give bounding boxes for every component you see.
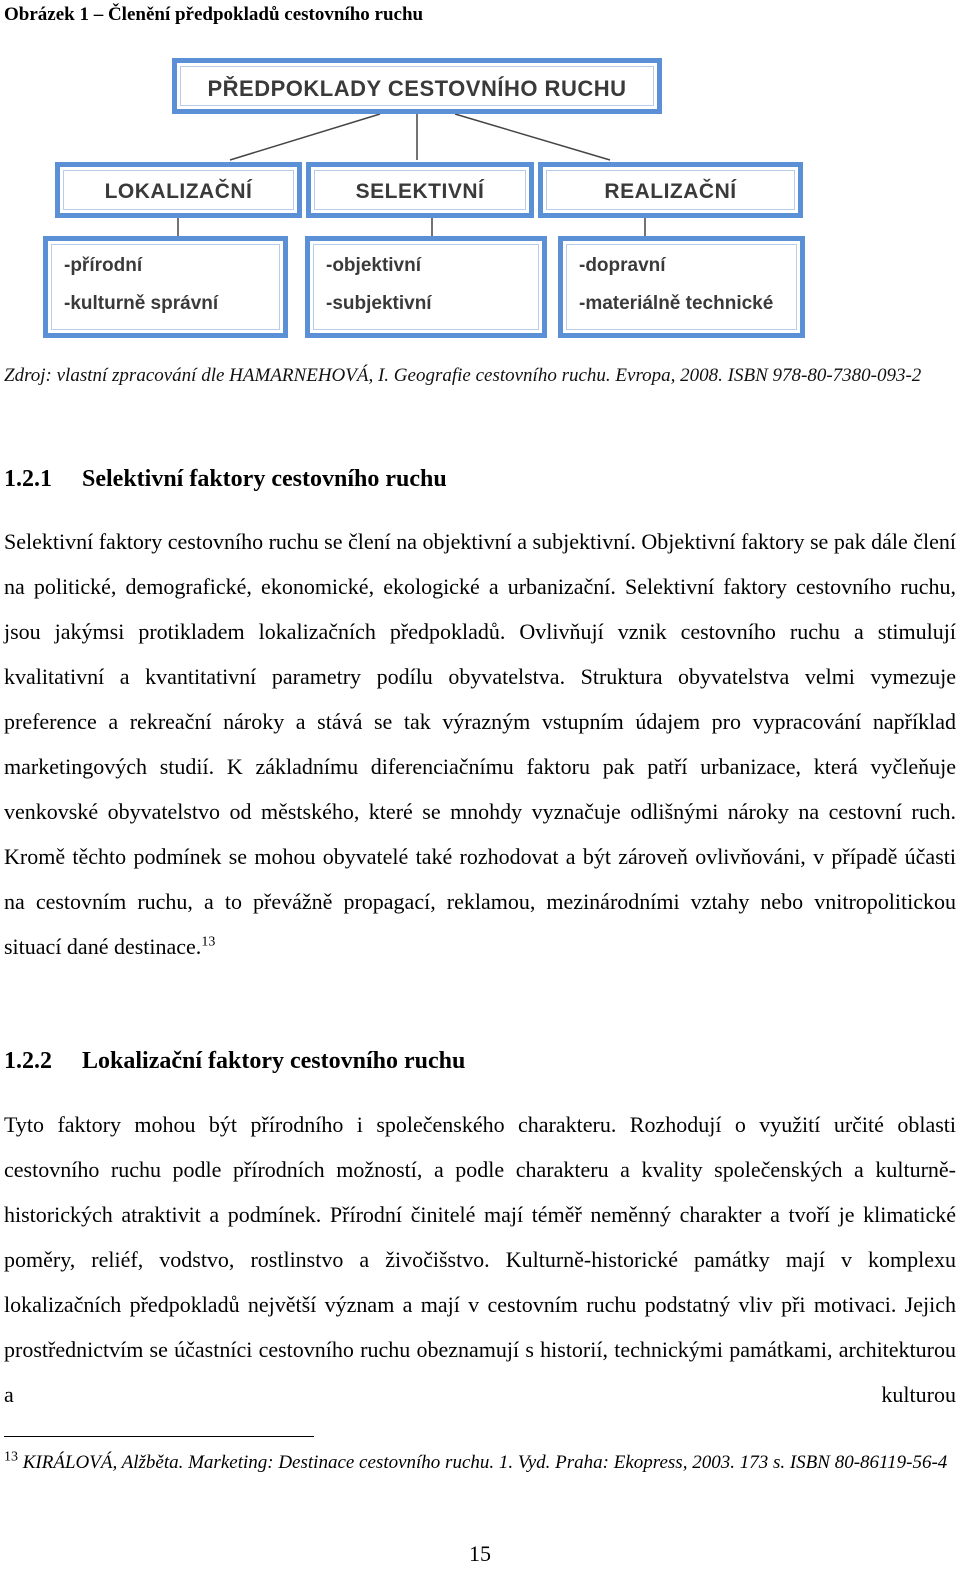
footnote-text: KIRÁLOVÁ, Alžběta. Marketing: Destinace cestovního ruchu. 1. Vyd. Praha: Ekopress, 2003. 173 s. ISBN 80-86119-56-4 [22,1452,948,1473]
root-node-label: PŘEDPOKLADY CESTOVNÍHO RUCHU [207,76,627,101]
item-label: -kulturně správní [64,293,219,314]
section-1-2-2-paragraph: Tyto faktory mohou být přírodního i společenského charakteru. Rozhodují o využití určité oblasti cestovního ruchu podle přírodních možností, a podle charakteru a kvality společenských a kulturně-historických atraktivit a podmínek. Přírodní činitelé mají téměř neměnný charakter a tvoří je klimatické poměry, reliéf, vodstvo, rostlinstvo a živočišstvo. Kulturně-historické památky mají v komplexu lokalizačních předpokladů největší význam a mají v cestovním ruchu podstatný vliv při motivaci. Jejich prostřednictvím se účastníci cestovního ruchu obeznamují s historií, technickými památkami, architekturou a kulturou [4,1112,956,1407]
category-node-lokalizacni [55,162,302,218]
items-node-lokalizacni [43,236,288,338]
root-node [172,58,662,114]
item-label: -přírodní [64,255,143,276]
connector-root-realizacni [455,114,610,160]
item-label: -dopravní [579,255,666,276]
category-node-realizacni [538,162,803,218]
section-title: Lokalizační faktory cestovního ruchu [82,1048,466,1074]
section-1-2-1-paragraph [4,519,956,969]
figure-source: Zdroj: vlastní zpracování dle HAMARNEHOVÁ, I. Geografie cestovního ruchu. Evropa, 2008. ISBN 978-80-7380-093-2 [4,365,922,386]
connector-root-lokalizacni [230,114,380,160]
items-node-realizacni [558,236,805,338]
category-label: LOKALIZAČNÍ [104,180,253,203]
item-label: -subjektivní [326,293,432,314]
paragraph-text: Selektivní faktory cestovního ruchu se člení na objektivní a subjektivní. Objektivní faktory se pak dále člení na politické, demografické, ekonomické, ekologické a urbanizační. Selektivní faktory cestovního ruchu, jsou jakýmsi protikladem lokalizačních předpokladů. Ovlivňují vznik cestovního ruchu a stimulují kvalitativní a kvantitativní parametry podílu obyvatelstva. Struktura obyvatelstva velmi vymezuje preference a rekreační nároky a stává se tak výrazným vstupním údajem pro vypracování například marketingových studií. K základnímu diferenciačnímu faktoru pak patří urbanizace, která vyčleňuje venkovské obyvatelstvo od městského, které se mnohdy vyznačuje odlišnými nároky na cestovní ruch. Kromě těchto podmínek se mohou obyvatelé také rozhodovat a být zároveň ovlivňováni, v případě účasti na cestovním ruchu, a to převážně propagací, reklamou, mezinárodními vztahy nebo vnitropolitickou situací dané destinace. [4,529,956,959]
page-number: 15 [469,1541,491,1566]
section-heading-1-2-1 [4,466,447,493]
footnote-divider [4,1436,314,1437]
category-node-selektivni [306,162,534,218]
section-number: 1.2.2 [4,1048,52,1074]
item-label: -objektivní [326,255,422,276]
section-number: 1.2.1 [4,466,52,492]
category-label: REALIZAČNÍ [604,180,737,203]
prerequisites-diagram [0,0,960,345]
footnote-ref: 13 [201,934,216,950]
section-heading-1-2-2 [4,1048,465,1075]
section-title: Selektivní faktory cestovního ruchu [82,466,447,492]
figure-caption: Obrázek 1 – Členění předpokladů cestovního ruchu [4,4,424,25]
item-label: -materiálně technické [579,293,774,314]
footnote-number: 13 [4,1449,18,1465]
items-node-selektivni [305,236,547,338]
category-label: SELEKTIVNÍ [355,180,485,203]
footnote [4,1444,956,1481]
